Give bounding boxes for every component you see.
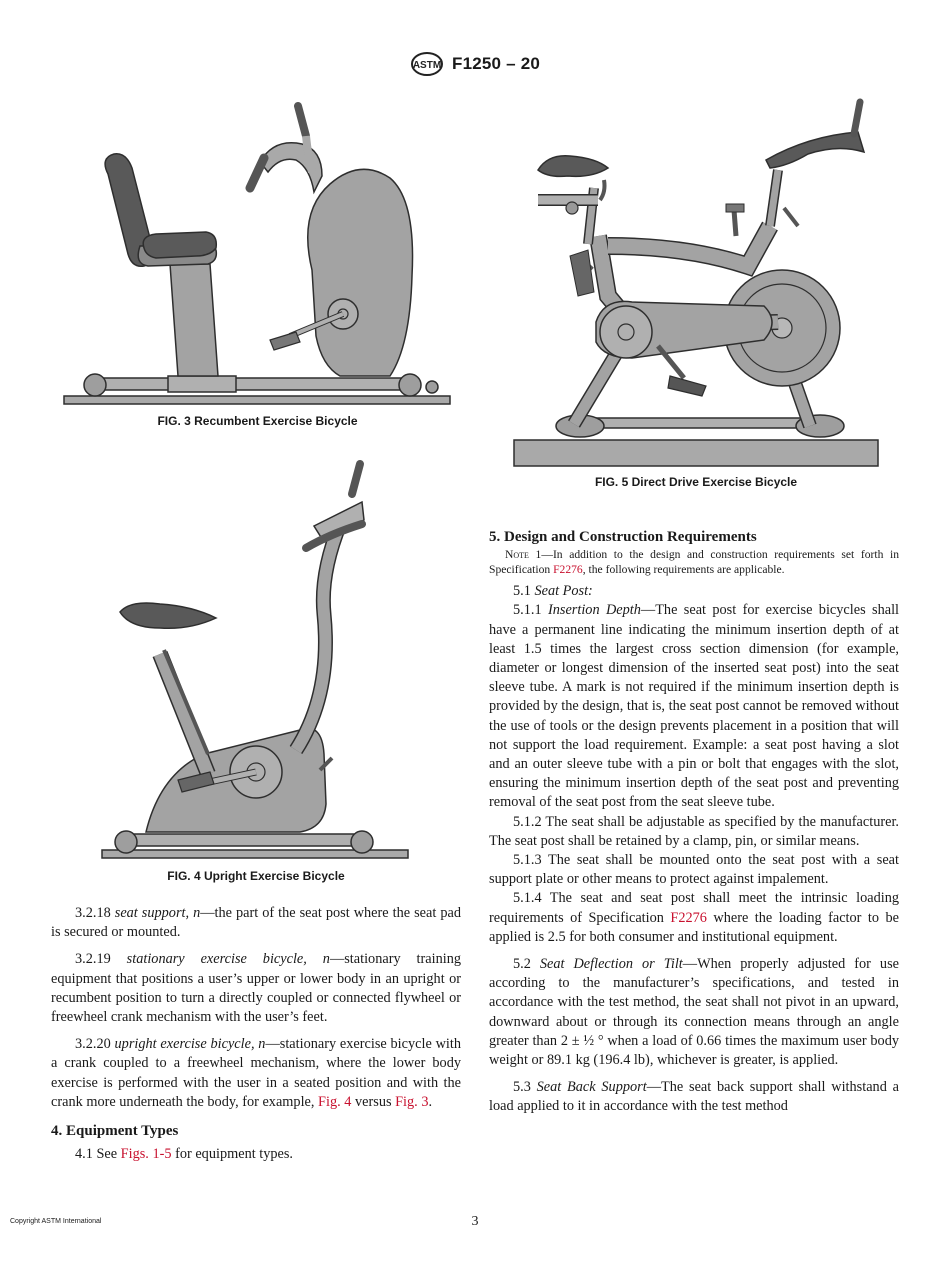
paragraph-4-1: 4.1 See Figs. 1-5 for equipment types. [75,1146,294,1163]
left-column [51,904,461,1164]
svg-text:ASTM: ASTM [412,60,442,71]
f2276-link[interactable]: F2276 [553,563,583,577]
page-header [0,52,950,81]
figure-5-direct-drive-bicycle [508,96,884,470]
figure-4-upright-bicycle [100,454,412,862]
paragraph-3-2-19: 3.2.19 stationary exercise bicycle, n—stationary training equipment that positions a user’s upper or lower body in an upright or recumbent position to turn a directly coupled or connected flywheel or freewheel crank mechanism with the user’s feet. [51,951,462,1026]
right-column [489,528,899,1117]
figure-3-recumbent-bicycle [60,96,455,412]
paragraph-5-1: 5.1 Seat Post: [513,583,593,600]
paragraph-5-3: 5.3 Seat Back Support—The seat back support shall withstand a load applied to it in accordance with the test method [489,1079,899,1115]
paragraph-5-1-2: 5.1.2 The seat shall be adjustable as specified by the manufacturer. The seat post shall be retained by a clamp, pin, or similar means. [489,813,899,849]
figure-4-caption: FIG. 4 Upright Exercise Bicycle [167,869,345,883]
paragraph-5-2: 5.2 Seat Deflection or Tilt—When properly adjusted for use according to the manufacturer’s specifications, and tested in accordance with the test method, the seat shall not pivot in an upward, downward about or through its connection means through an angle greater than 2 ± ½ ° when a load of 0.66 times the maximum user body weight or 89.1 kg (196.4 lb), whichever is greater, is applied. [489,956,899,1069]
copyright-notice: Copyright ASTM International [10,1218,102,1225]
page-number: 3 [471,1214,479,1229]
f2276-link-2[interactable]: F2276 [670,909,707,926]
astm-logo-icon [410,52,444,76]
paragraph-3-2-20: 3.2.20 upright exercise bicycle, n—stationary exercise bicycle with a crank coupled to a freewheel mechanism, where the lower body exercise is performed with the user in a seated position and with the crank more underneath the body, for example, Fig. 4 versus Fig. 3. [51,1036,461,1110]
designation: F1250 – 20 [451,54,540,73]
figure-3-caption: FIG. 3 Recumbent Exercise Bicycle [157,414,358,428]
fig-4-link[interactable]: Fig. 4 [318,1093,352,1110]
fig-3-link[interactable]: Fig. 3 [395,1093,429,1110]
note-1: Note 1—In addition to the design and construction requirements set forth in Specification F2276, the following requirements are applicable. [489,548,899,577]
figs-1-5-link[interactable]: Figs. 1-5 [120,1146,172,1163]
figure-5-caption: FIG. 5 Direct Drive Exercise Bicycle [594,475,798,489]
paragraph-5-1-1: 5.1.1 Insertion Depth—The seat post for exercise bicycles shall have a permanent line indicating the minimum insertion depth of at least 1.5 times the largest cross section dimension (for example, diameter or longest dimension of the inserted seat post) into the seat sleeve tube. A mark is not required if the minimum insertion depth is provided by the design, that is, the seat post cannot be removed without the use of tools or the design prevents placement in a position that will not support the load requirement. Example: a seat post having a slot and an outer sleeve tube with a pin or bolt that engages with the slot, ensuring the minimum insertion depth of the seat post and preventing removal of the seat post from the seat sleeve tube. [489,602,900,811]
paragraph-5-1-4: 5.1.4 The seat and seat post shall meet the intrinsic loading requirements of Specification F2276 where the loading factor to be applied is 2.5 for both consumer and institutional equipment. [489,890,899,945]
section-4-heading: 4. Equipment Types [51,1123,179,1140]
section-5-heading: 5. Design and Construction Requirements [489,529,757,545]
paragraph-5-1-3: 5.1.3 The seat shall be mounted onto the seat post with a seat support plate or other means to protect against impalement. [489,852,899,888]
paragraph-3-2-18: 3.2.18 seat support, n—the part of the seat post where the seat pad is secured or mounted. [51,905,461,941]
